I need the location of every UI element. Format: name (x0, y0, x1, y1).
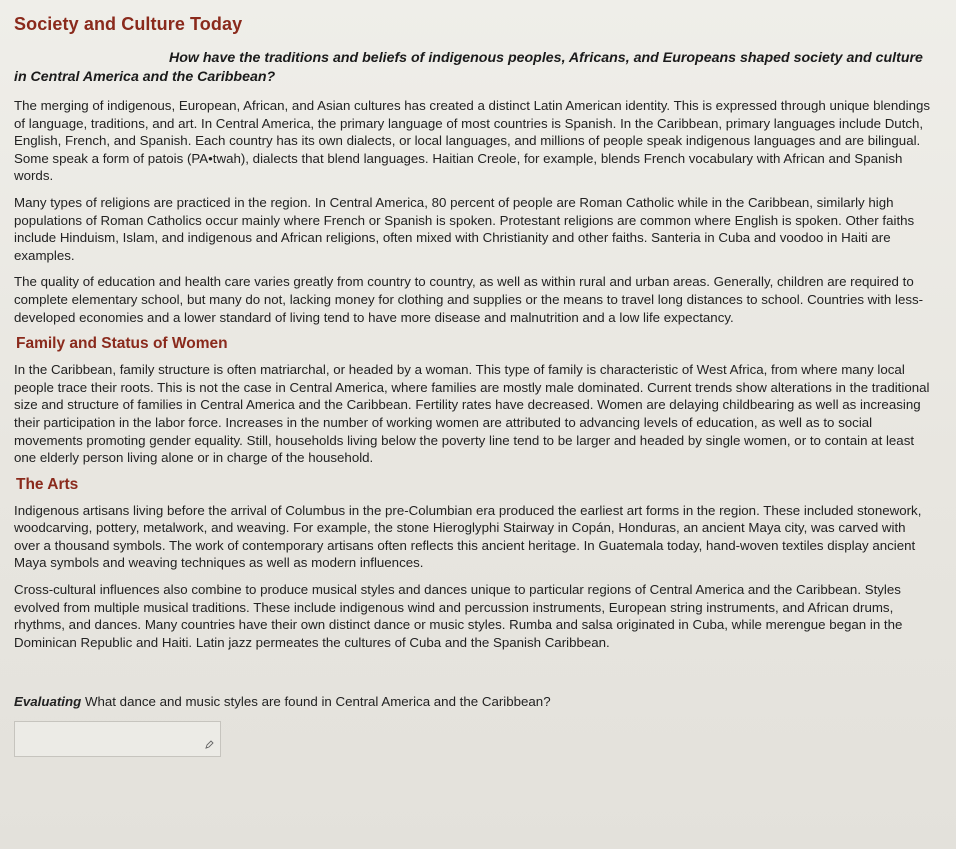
arts-paragraph-artisans: Indigenous artisans living before the arrival of Columbus in the pre-Columbian era produced the earliest art forms in the region. These included stonework, woodcarving, pottery, metalwork, and weaving. For example, the stone Hieroglyphi Stairway in Copán, Honduras, an ancient Maya city, was carved with over a thousand symbols. The work of contemporary artisans often reflects this ancient heritage. In Guatemala today, hand-woven textiles display ancient Maya symbols and weaving techniques as well as modern influences. (14, 502, 922, 571)
page-title: Society and Culture Today (14, 14, 243, 34)
pencil-icon (204, 740, 214, 750)
evaluating-question-text: What dance and music styles are found in Central America and the Caribbean? (81, 694, 551, 710)
family-paragraph: In the Caribbean, family structure is often matriarchal, or headed by a woman. This type of family is characteristic of West Africa, from where many local people trace their roots. This is not the case in Central America, where families are mostly male dominated. Current trends show alterations in the traditional size and structure of families in Central America and the Caribbean. Fertility rates have decreased. Women are delaying childbearing as well as increasing their participation in the labor force. Increases in the number of working women are attributed to advancing levels of education, as well as to social movements promoting gender equality. Still, households living below the poverty line tend to be larger and headed by single women, or to contain at least one elderly person living alone or in charge of the household. (14, 362, 930, 466)
arts-paragraph-music: Cross-cultural influences also combine to produce musical styles and dances unique to particular regions of Central America and the Caribbean. Styles evolved from multiple musical traditions. These include indigenous wind and percussion instruments, European string instruments, and African drums, rhythms, and dances. Many countries have their own distinct dance or music styles. Rumba and salsa originated in Cuba, while merengue began in the Dominican Republic and Haiti. Latin jazz permeates the cultures of Cuba and the Spanish Caribbean. (14, 582, 903, 650)
essential-question: How have the traditions and beliefs of indigenous peoples, Africans, and Europeans shaped society and culture in Central America and the Caribbean? (14, 50, 923, 85)
evaluating-question (14, 693, 934, 711)
intro-paragraph-language: The merging of indigenous, European, African, and Asian cultures has created a distinct Latin American identity. This is expressed through unique blendings of language, traditions, and art. In Central America, the primary language of most countries is Spanish. In the Caribbean, primary languages include Dutch, English, French, and Spanish. Each country has its own dialects, or local languages, and millions of people speak indigenous languages and are bilingual. Some speak a form of patois (PA•twah), dialects that blend languages. Haitian Creole, for example, blends French vocabulary with African and Spanish words. (14, 98, 931, 184)
arts-section-heading: The Arts (16, 475, 79, 493)
intro-paragraph-religion: Many types of religions are practiced in the region. In Central America, 80 percent of people are Roman Catholic while in the Caribbean, similarly high populations of Roman Catholics occur mainly where French or Spanish is spoken. Protestant religions are common where English is spoken. Other faiths include Hinduism, Islam, and indigenous and African religions, often mixed with Christianity and other faiths. Santeria in Cuba and voodoo in Haiti are examples. (14, 194, 915, 263)
answer-input[interactable] (14, 721, 221, 757)
worksheet-content (14, 14, 934, 757)
family-section-heading: Family and Status of Women (16, 335, 228, 353)
evaluating-label: Evaluating (14, 694, 82, 710)
intro-paragraph-education: The quality of education and health care varies greatly from country to country, as well as within rural and urban areas. Generally, children are required to complete elementary school, but many do not, lacking money for clothing and supplies or the means to travel long distances to school. Countries with less-developed economies and a lower standard of living tend to have more disease and malnutrition and a low life expectancy. (14, 274, 924, 325)
